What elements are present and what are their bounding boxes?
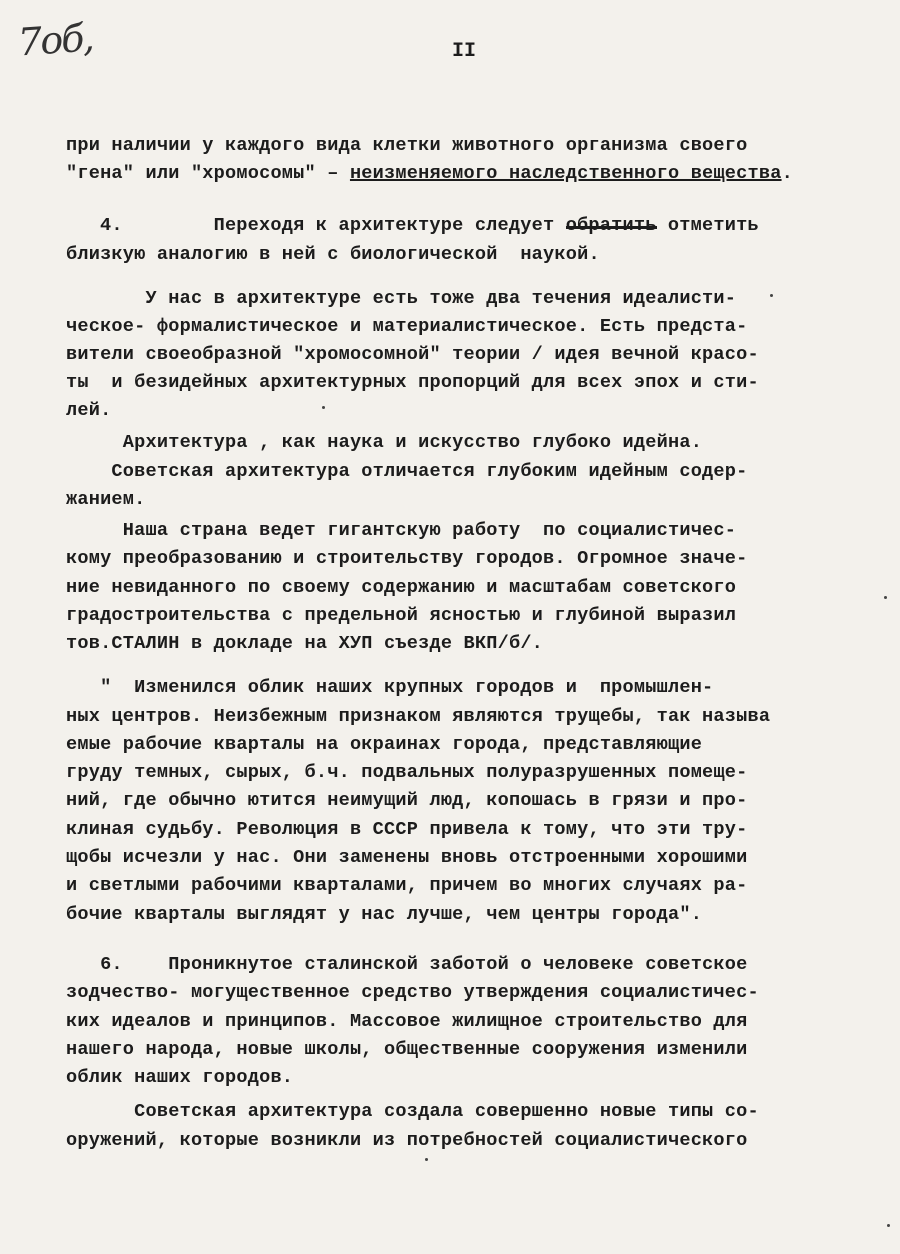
text-line: лей.	[66, 400, 112, 421]
text-line: зодчество- могущественное средство утверждения социалистичес-	[66, 982, 759, 1003]
text-line: емые рабочие кварталы на окраинах города, представляющие	[66, 734, 703, 755]
text-line: кому преобразованию и строительству городов. Огромное значе-	[66, 548, 748, 569]
text-line: тов.СТАЛИН в докладе на ХУП съезде ВКП/б/.	[66, 633, 544, 654]
text-line: облик наших городов.	[66, 1067, 294, 1088]
text-line: ких идеалов и принципов. Массовое жилищное строительство для	[66, 1011, 748, 1032]
text-line: жанием.	[66, 489, 146, 510]
ink-speck	[425, 1158, 428, 1161]
text-line: при наличии у каждого вида клетки животного организма своего	[66, 135, 748, 156]
ink-speck	[770, 294, 773, 297]
page-number: II	[452, 40, 477, 63]
text-line: бочие кварталы выглядят у нас лучше, чем центры города".	[66, 904, 703, 925]
ink-speck	[322, 406, 325, 409]
text-line: груду темных, сырых, б.ч. подвальных полуразрушенных помеще-	[66, 762, 748, 783]
text-line: Наша страна ведет гигантскую работу по социалистичес-	[66, 520, 737, 541]
text-segment: "гена" или "хромосомы" –	[66, 163, 350, 184]
text-line: щобы исчезли у нас. Они заменены вновь отстроенными хорошими	[66, 847, 748, 868]
text-line: градостроительства с предельной ясностью и глубиной выразил	[66, 605, 737, 626]
text-line: ние невиданного по своему содержанию и масштабам советского	[66, 577, 737, 598]
text-line	[66, 162, 793, 186]
text-line: " Изменился облик наших крупных городов и промышлен-	[66, 677, 714, 698]
text-line: ний, где обычно ютится неимущий люд, копошась в грязи и про-	[66, 790, 748, 811]
text-line: У нас в архитектуре есть тоже два течения идеалисти-	[66, 288, 737, 309]
text-line	[100, 214, 759, 238]
text-line: клиная судьбу. Революция в СССР привела к тому, что эти тру-	[66, 819, 748, 840]
text-segment: .	[781, 163, 793, 184]
text-line: ты и безидейных архитектурных пропорций для всех эпох и сти-	[66, 372, 759, 393]
text-line: нашего народа, новые школы, общественные сооружения изменили	[66, 1039, 748, 1060]
text-line: ных центров. Неизбежным признаком являются трущебы, так называ	[66, 706, 771, 727]
text-line: вители своеобразной "хромосомной" теории / идея вечной красо-	[66, 344, 759, 365]
ink-speck	[884, 596, 887, 599]
text-line: Советская архитектура отличается глубоким идейным содер-	[66, 461, 748, 482]
ink-speck	[887, 1224, 890, 1227]
text-segment: отметить	[656, 215, 759, 236]
text-line: ческое- формалистическое и материалистическое. Есть предста-	[66, 316, 748, 337]
underlined-phrase: неизменяемого наследственного вещества	[349, 163, 782, 184]
text-line: Советская архитектура создала совершенно новые типы со-	[66, 1101, 759, 1122]
text-line: и светлыми рабочими кварталами, причем во многих случаях ра-	[66, 875, 748, 896]
text-line: 6. Проникнутое сталинской заботой о человеке советское	[66, 954, 748, 975]
text-line: оружений, которые возникли из потребностей социалистического	[66, 1130, 748, 1151]
text-line: близкую аналогию в ней с биологической наукой.	[66, 244, 600, 265]
text-line: Архитектура , как наука и искусство глубоко идейна.	[66, 432, 703, 453]
text-segment: 4. Переходя к архитектуре следует	[100, 215, 566, 236]
margin-note: 7об,	[16, 15, 94, 65]
struck-word: обратить	[565, 215, 657, 236]
